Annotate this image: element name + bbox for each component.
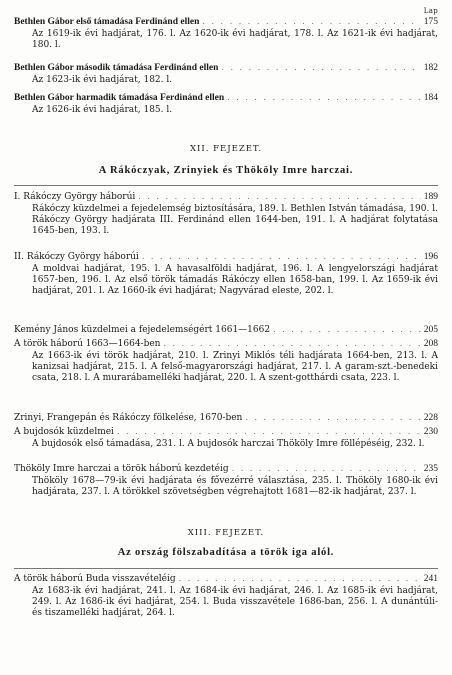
entry-page: 175	[423, 17, 438, 27]
toc-entry	[14, 251, 438, 297]
entry-title: Bethlen Gábor harmadik támadása Ferdinánd ellen	[14, 93, 225, 103]
divider	[14, 185, 438, 186]
entry-title: A török háború 1663—1664-ben	[14, 339, 161, 349]
entry-page: 189	[423, 192, 438, 202]
leader-dots	[138, 191, 421, 202]
leader-dots	[273, 324, 421, 335]
entry-title: II. Rákóczy György háborúi	[14, 252, 139, 262]
entry-subtopics: Az 1619-ik évi hadjárat, 176. l. Az 1620-ik évi hadjárat, 178. l. Az 1621-ik évi hadjárat, 180. l.	[32, 29, 438, 50]
leader-dots	[202, 16, 420, 27]
entry-title: I. Rákóczy György háborúi	[14, 192, 136, 202]
leader-dots	[163, 338, 420, 349]
leader-dots	[142, 251, 421, 262]
entry-title: Zrinyi, Frangepán és Rákóczy fölkelése, 1670-ben	[14, 413, 243, 423]
entry-subtopics: A bujdosók első támadása, 231. l. A bujdosók harczai Thököly Imre föllépéséig, 232. l.	[32, 439, 425, 449]
entry-title: Bethlen Gábor első támadása Ferdinánd ellen	[14, 17, 200, 27]
entry-page: 196	[423, 252, 438, 262]
entry-page: 205	[423, 325, 438, 335]
toc-entry	[14, 426, 438, 450]
leader-dots	[179, 573, 421, 584]
divider	[14, 568, 438, 569]
chapter-heading: A Rákóczyak, Zrinyiek és Thököly Imre harczai.	[98, 165, 354, 176]
entry-title: A török háború Buda visszavételéig	[14, 574, 176, 584]
leader-dots	[221, 62, 420, 73]
entry-subtopics: Az 1626-ik évi hadjárat, 185. l.	[32, 105, 173, 115]
entry-page: 241	[423, 574, 438, 584]
entry-subtopics: Thököly 1678—79-ik évi hadjárata és fővezérré választása, 235. l. Thököly 1680-ik évi hadjárata, 237. l. A törökkel szövetségben végrehajtott 1681—82-ik hadjárat, 237. l.	[32, 476, 438, 497]
toc-entry	[14, 16, 438, 51]
toc-entry	[14, 92, 438, 116]
chapter-label: XII. FEJEZET.	[189, 144, 263, 154]
toc-entry	[14, 573, 438, 619]
entry-page: 208	[423, 339, 438, 349]
entry-title: Thököly Imre harczai a török háború kezdetéig	[14, 464, 229, 474]
entry-subtopics: Rákóczy küzdelmei a fejedelemség biztosítására, 189. l. Bethlen István támadása, 190. l. Rákóczy György hadjárata III. Ferdinánd ellen 1644-ben, 191. l. A hadjárat folytatása 1645-ben, 193. l.	[32, 204, 438, 236]
entry-page: 235	[423, 464, 438, 474]
entry-title: Bethlen Gábor második támadása Ferdinánd ellen	[14, 63, 219, 73]
toc-entry	[14, 62, 438, 86]
entry-title: A bujdosók küzdelmei	[14, 427, 114, 437]
entry-subtopics: A moldvai hadjárat, 195. l. A havasalföldi hadjárat, 196. l. A lengyelországi hadjárat 1657-ben, 196. l. Az első török támadás Rákóczy ellen 1658-ban, 199. l. Az 1659-ik évi hadjárat, 201. l. Az 1660-ik évi hadjárat; Nagyvárad eleste, 202. l.	[32, 264, 438, 296]
chapter-heading: Az ország fölszabadítása a török iga alól.	[117, 547, 335, 558]
entry-page: 184	[423, 93, 438, 103]
entry-page: 230	[423, 427, 438, 437]
toc-entry	[14, 412, 438, 424]
leader-dots	[227, 92, 421, 103]
entry-page: 228	[423, 413, 438, 423]
entry-subtopics: Az 1683-ik évi hadjárat, 241. l. Az 1684-ik évi hadjárat, 246. l. Az 1685-ik évi hadjárat, 249. l. Az 1686-ik évi hadjárat, 254. l. Buda visszavétele 1686-ban, 256. l. A dunántúli- és tiszamelléki hadjárat, 264. l.	[32, 586, 438, 618]
toc-entry	[14, 463, 438, 498]
entry-page: 182	[423, 63, 438, 73]
page-column-label: Lap	[423, 7, 438, 15]
entry-subtopics: Az 1623-ik évi hadjárat, 182. l.	[32, 75, 173, 85]
toc-entry	[14, 338, 438, 384]
entry-title: Kemény János küzdelmei a fejedelemségért 1661—1662	[14, 325, 271, 335]
entry-subtopics: Az 1663-ik évi török hadjárat, 210. l. Zrinyi Miklós téli hadjárata 1664-ben, 213. l. A kanizsai hadjárat, 215. l. A felső-magyarországi hadjárat, 217. l. A garam-szt.-benedeki csata, 218. l. A murarábamelléki hadjárat, 220. l. A szent-gotthárdi csata, 223. l.	[32, 351, 438, 383]
toc-entry	[14, 324, 438, 336]
leader-dots	[232, 463, 421, 474]
chapter-label: XIII. FEJEZET.	[187, 528, 265, 538]
leader-dots	[245, 412, 420, 423]
toc-entry	[14, 191, 438, 237]
leader-dots	[117, 426, 421, 437]
